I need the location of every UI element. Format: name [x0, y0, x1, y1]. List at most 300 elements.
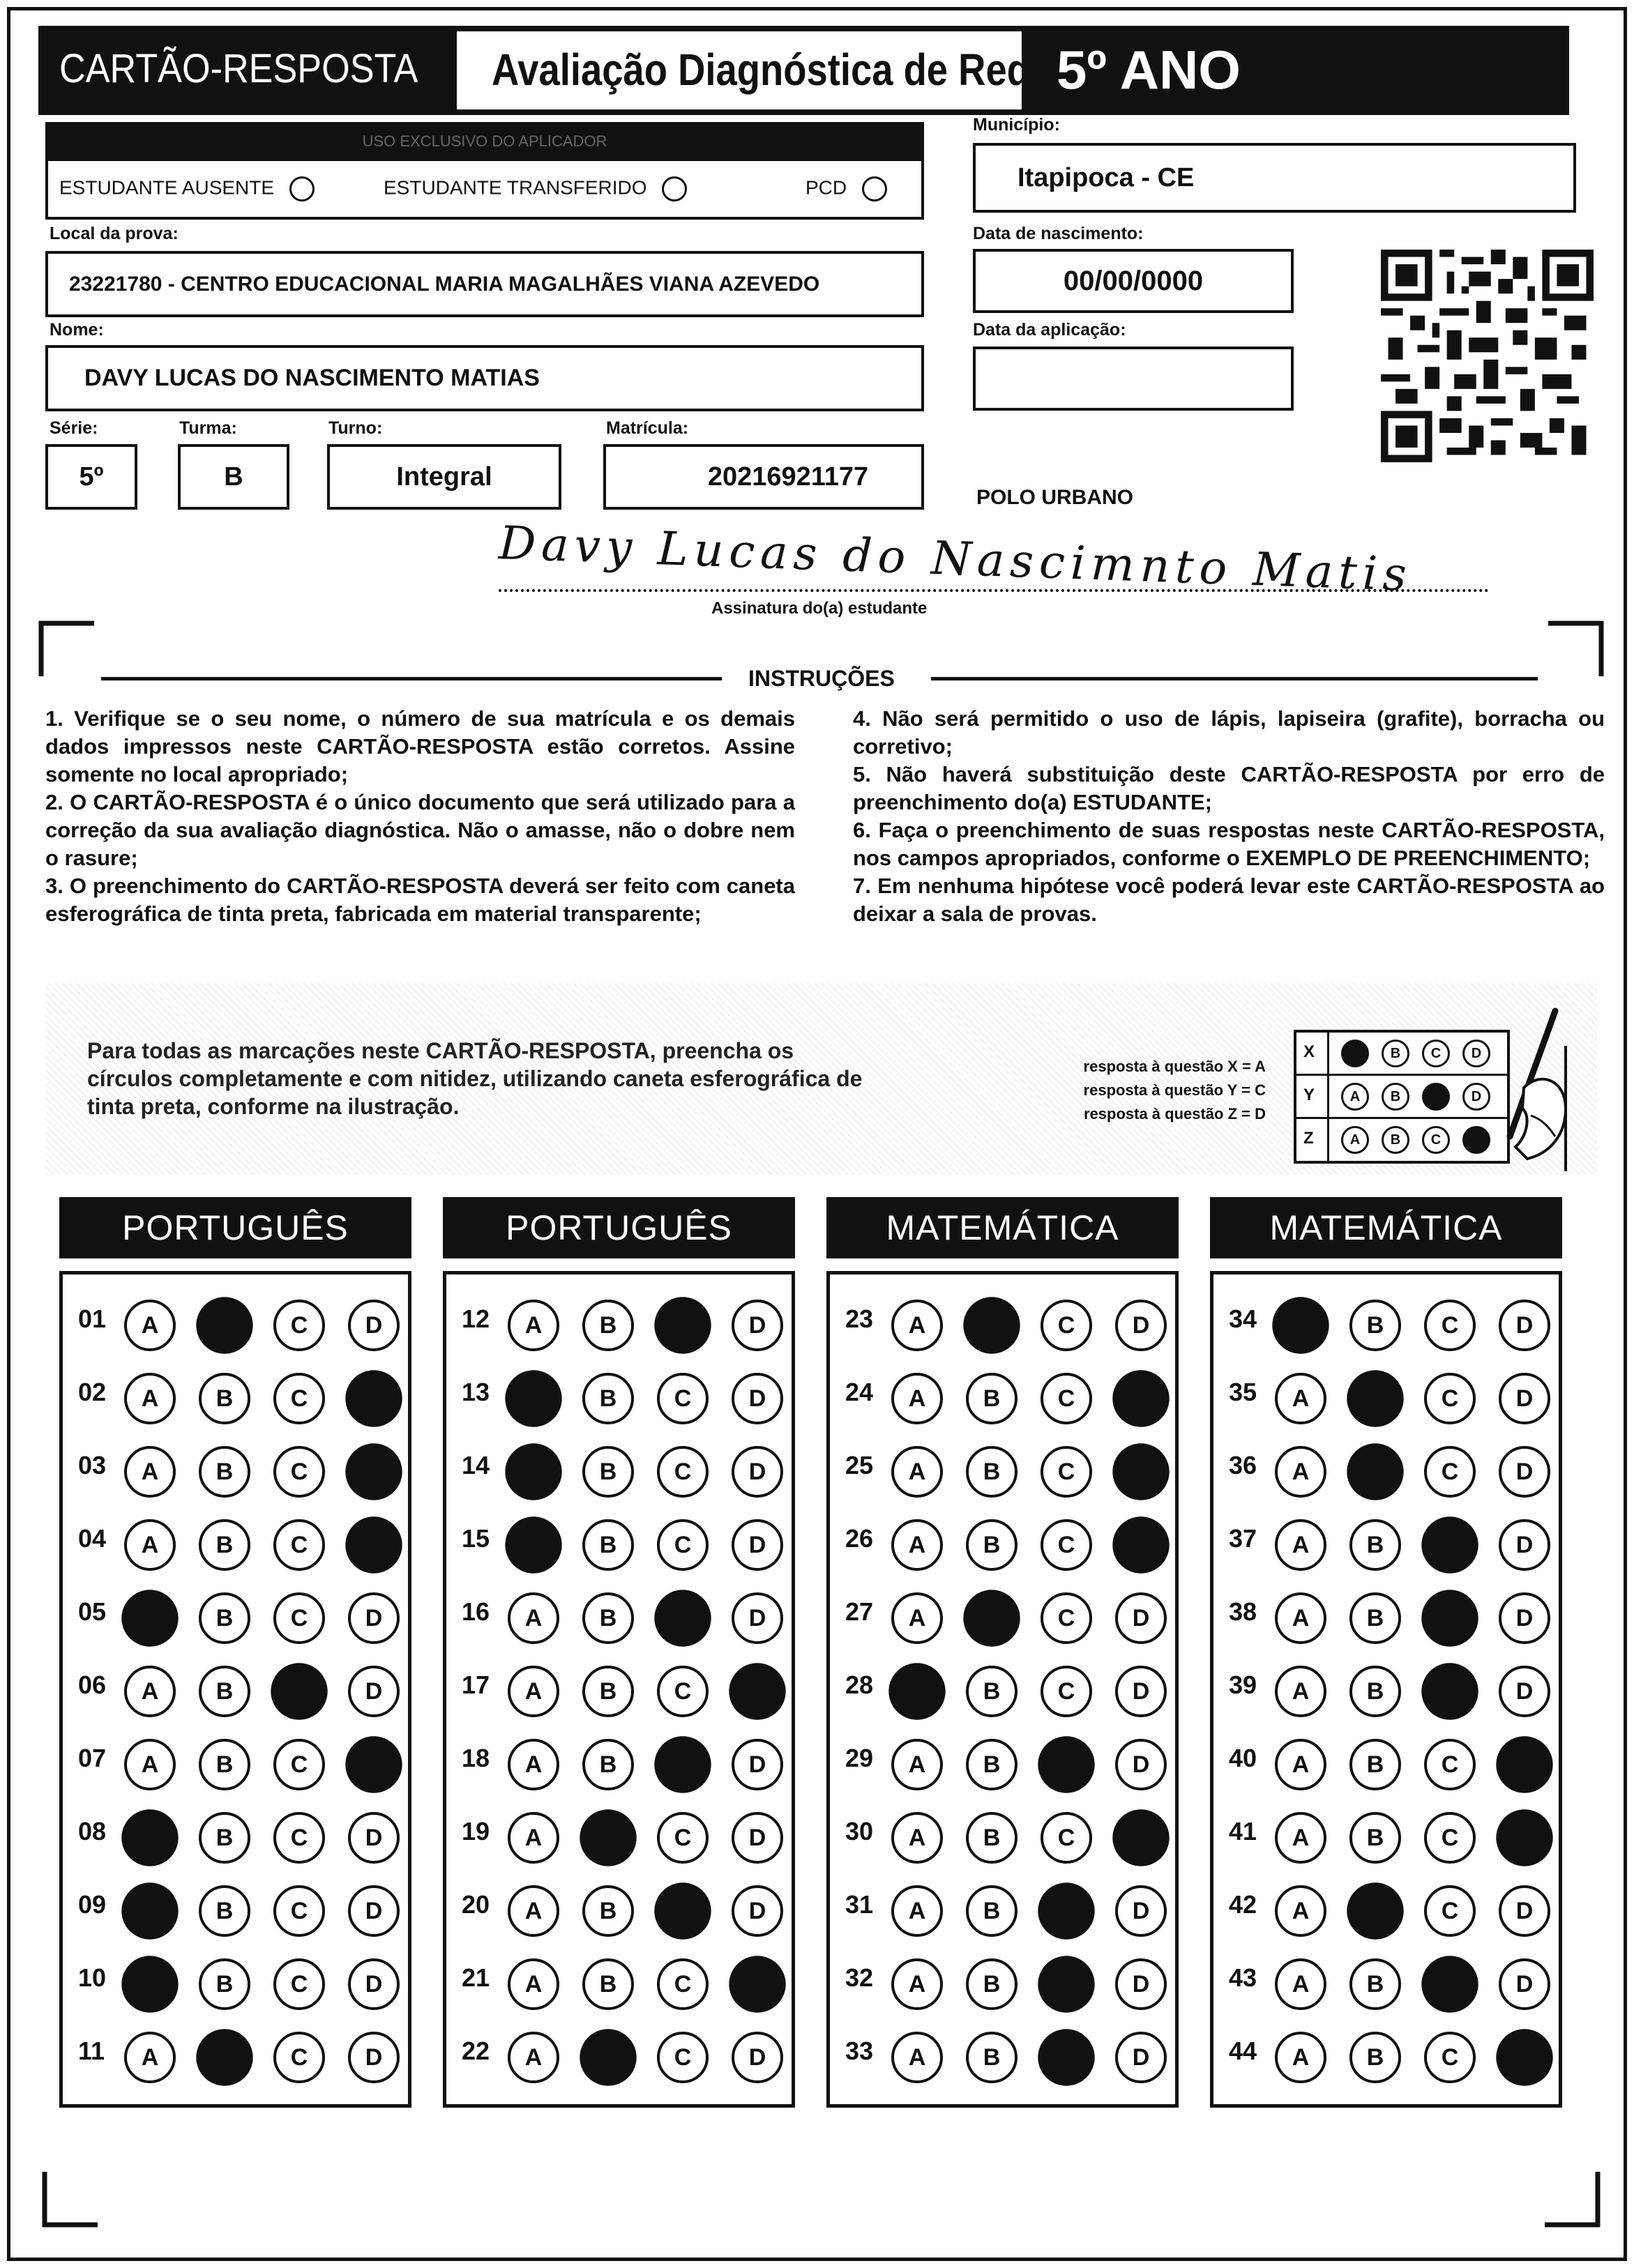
bubble-b[interactable]: B: [582, 1885, 634, 1937]
bubble-d[interactable]: D: [1112, 1370, 1169, 1426]
bubble-b[interactable]: B: [1347, 1443, 1403, 1500]
question-row: [1213, 1433, 1559, 1496]
bubble-b[interactable]: B: [1349, 1300, 1401, 1351]
question-row: [830, 1433, 1175, 1496]
absent-label: ESTUDANTE AUSENTE: [59, 176, 275, 199]
bubble-a[interactable]: A: [508, 1812, 559, 1864]
bubble-b[interactable]: B: [582, 1592, 634, 1644]
instruction-6: 6. Faça o preenchimento de suas respostas neste CARTÃO-RESPOSTA, nos campos apropriados, conforme o EXEMPLO DE PREENCHIMENTO;: [853, 818, 1605, 870]
bubble-d[interactable]: D: [348, 1812, 400, 1864]
bubble-a[interactable]: A: [508, 2032, 559, 2083]
bubble-a[interactable]: A: [505, 1370, 561, 1426]
question-row: [1213, 1799, 1559, 1862]
qr-code-icon: [1381, 246, 1594, 466]
example-row-divider: [1327, 1119, 1329, 1162]
bubble-b[interactable]: B: [582, 1300, 634, 1351]
absent-option[interactable]: [59, 176, 315, 201]
bubble-d[interactable]: D: [1115, 1885, 1167, 1937]
question-row: [63, 1580, 408, 1643]
corner-mark-bottom-right: [1545, 2172, 1601, 2228]
question-number: 04: [78, 1524, 107, 1553]
bubble-a[interactable]: A: [505, 1516, 561, 1573]
bubble-b[interactable]: B: [199, 1958, 250, 2010]
bubble-c[interactable]: C: [1424, 1812, 1476, 1864]
question-number: 21: [462, 1963, 490, 1992]
bubble-a[interactable]: A: [891, 1958, 943, 2010]
bubble-c[interactable]: C: [271, 1663, 327, 1719]
question-row: [446, 2019, 792, 2082]
nome-field: [45, 345, 924, 411]
bubble-a[interactable]: A: [1275, 1446, 1326, 1498]
question-number: 32: [845, 1963, 874, 1992]
local-label: Local da prova:: [50, 224, 179, 243]
bubble-a[interactable]: A: [891, 1519, 943, 1571]
question-number: 29: [845, 1744, 874, 1772]
example-bubble-d: D: [1462, 1126, 1490, 1154]
bubble-a[interactable]: A: [121, 1809, 178, 1866]
bubble-b[interactable]: B: [582, 1958, 634, 2010]
nome-label: Nome:: [50, 320, 104, 340]
question-number: 16: [462, 1597, 490, 1626]
question-number: 07: [78, 1744, 107, 1772]
bubble-c[interactable]: C: [654, 1736, 711, 1793]
bubble-d[interactable]: D: [1115, 1739, 1167, 1790]
bubble-b[interactable]: B: [966, 1885, 1018, 1937]
bubble-d[interactable]: D: [1499, 1519, 1550, 1571]
question-row: [446, 1946, 792, 2009]
bubble-d[interactable]: D: [1496, 1809, 1552, 1866]
bubble-d[interactable]: D: [1115, 1592, 1167, 1644]
question-number: 43: [1229, 1963, 1257, 1992]
bubble-d[interactable]: D: [1112, 1809, 1169, 1866]
question-row: [446, 1799, 792, 1862]
question-number: 06: [78, 1670, 107, 1699]
bubble-b[interactable]: B: [582, 1666, 634, 1717]
question-row: [1213, 1287, 1559, 1350]
bubble-a[interactable]: A: [1275, 1885, 1326, 1937]
bubble-a[interactable]: A: [1275, 1666, 1326, 1717]
turno-label: Turno:: [328, 418, 383, 438]
question-row: [63, 1287, 408, 1350]
bubble-c[interactable]: C: [1424, 2032, 1476, 2083]
bubble-c[interactable]: C: [273, 1446, 325, 1498]
bubble-b[interactable]: B: [966, 1373, 1018, 1424]
example-bubble-a: A: [1341, 1040, 1369, 1067]
example-legend-x: resposta à questão X = A: [1083, 1058, 1266, 1075]
question-number: 15: [462, 1524, 490, 1553]
bubble-b[interactable]: B: [580, 1809, 636, 1866]
question-number: 27: [845, 1597, 874, 1626]
example-row-divider: [1327, 1033, 1329, 1074]
grade-label: 5º ANO: [1057, 39, 1241, 100]
municipio-field: [973, 143, 1576, 213]
question-row: [446, 1360, 792, 1423]
bubble-c[interactable]: C: [654, 1882, 711, 1939]
bubble-a[interactable]: A: [124, 2032, 176, 2083]
question-number: 26: [845, 1524, 874, 1553]
bubble-c[interactable]: C: [1421, 1956, 1478, 2012]
pcd-label: PCD: [805, 176, 847, 199]
question-number: 39: [1229, 1670, 1257, 1699]
applicator-title: USO EXCLUSIVO DO APLICADOR: [45, 122, 924, 161]
bubble-d[interactable]: D: [732, 1300, 783, 1351]
bubble-b[interactable]: B: [963, 1590, 1020, 1646]
bubble-a[interactable]: A: [124, 1446, 176, 1498]
bubble-a[interactable]: A: [124, 1300, 176, 1351]
serie-value: 5º: [79, 462, 104, 492]
bubble-c[interactable]: C: [1041, 1519, 1092, 1571]
bubble-b[interactable]: B: [1349, 1812, 1401, 1864]
bubble-c[interactable]: C: [1041, 1300, 1092, 1351]
question-number: 37: [1229, 1524, 1257, 1553]
instruction-1: 1. Verifique se o seu nome, o número de sua matrícula e os demais dados impressos neste CARTÃO-RESPOSTA estão corretos. Assine somente no local apropriado;: [45, 706, 795, 786]
bubble-b[interactable]: B: [1349, 1958, 1401, 2010]
pen-hand-icon: [1461, 1004, 1573, 1171]
bubble-a[interactable]: A: [505, 1443, 561, 1500]
question-number: 09: [78, 1890, 107, 1919]
bubble-c[interactable]: C: [654, 1297, 711, 1353]
bubble-a[interactable]: A: [121, 1590, 178, 1646]
bubble-b[interactable]: B: [199, 1592, 250, 1644]
question-number: 20: [462, 1890, 490, 1919]
bubble-b[interactable]: B: [582, 1739, 634, 1790]
example-instruction: Para todas as marcações neste CARTÃO-RESPOSTA, preencha os círculos completamente e com nitidez, utilizando caneta esferográfica de tinta preta, conforme na ilustração.: [87, 1038, 863, 1119]
bubble-c[interactable]: C: [1041, 1592, 1092, 1644]
bubble-a[interactable]: A: [891, 1592, 943, 1644]
question-row: [446, 1287, 792, 1350]
bubble-a[interactable]: A: [891, 1446, 943, 1498]
bubble-b[interactable]: B: [1349, 2032, 1401, 2083]
example-bubble-d: D: [1462, 1040, 1490, 1067]
bubble-c[interactable]: C: [1038, 1736, 1094, 1793]
bubble-d[interactable]: D: [732, 1739, 783, 1790]
bubble-a[interactable]: A: [508, 1739, 559, 1790]
bubble-d[interactable]: D: [1496, 1736, 1552, 1793]
example-bubble-a: A: [1341, 1126, 1369, 1154]
bubble-c[interactable]: C: [1041, 1666, 1092, 1717]
example-row-label: X: [1303, 1042, 1315, 1061]
question-number: 24: [845, 1378, 874, 1406]
question-row: [1213, 1360, 1559, 1423]
serie-label: Série:: [50, 418, 98, 438]
bubble-a[interactable]: A: [891, 1885, 943, 1937]
bubble-d[interactable]: D: [732, 1592, 783, 1644]
bubble-d[interactable]: D: [1499, 1592, 1550, 1644]
bubble-c[interactable]: C: [273, 1373, 325, 1424]
bubble-d[interactable]: D: [345, 1736, 402, 1793]
turma-value: B: [224, 462, 243, 492]
bubble-d[interactable]: D: [1112, 1516, 1169, 1573]
example-bubble-a: A: [1341, 1083, 1369, 1111]
bubble-d[interactable]: D: [732, 2032, 783, 2083]
subject-header-1: PORTUGUÊS: [59, 1197, 411, 1258]
bubble-c[interactable]: C: [657, 2032, 709, 2083]
bubble-d[interactable]: D: [345, 1443, 402, 1500]
bubble-c[interactable]: C: [1424, 1373, 1476, 1424]
bubble-b[interactable]: B: [196, 2029, 252, 2085]
bubble-c[interactable]: C: [1038, 1956, 1094, 2012]
bubble-b[interactable]: B: [966, 1666, 1018, 1717]
bubble-d[interactable]: D: [732, 1373, 783, 1424]
bubble-b[interactable]: B: [1349, 1739, 1401, 1790]
bubble-b[interactable]: B: [966, 2032, 1018, 2083]
bubble-b[interactable]: B: [199, 1739, 250, 1790]
bubble-a[interactable]: A: [124, 1739, 176, 1790]
bubble-b[interactable]: B: [199, 1885, 250, 1937]
bubble-a[interactable]: A: [891, 1373, 943, 1424]
bubble-c[interactable]: C: [657, 1519, 709, 1571]
bubble-c[interactable]: C: [1421, 1590, 1478, 1646]
bubble-c[interactable]: C: [1041, 1446, 1092, 1498]
bubble-d[interactable]: D: [732, 1812, 783, 1864]
bubble-b[interactable]: B: [199, 1812, 250, 1864]
bubble-d[interactable]: D: [729, 1663, 785, 1719]
bubble-b[interactable]: B: [966, 1446, 1018, 1498]
question-number: 17: [462, 1670, 490, 1699]
example-row-label: Y: [1303, 1086, 1315, 1104]
bubble-d[interactable]: D: [1499, 1300, 1550, 1351]
municipio-label: Município:: [973, 115, 1060, 135]
question-row: [63, 1433, 408, 1496]
transferred-option[interactable]: [384, 176, 687, 201]
bubble-b[interactable]: B: [582, 1446, 634, 1498]
pcd-option[interactable]: [805, 176, 887, 201]
bubble-d[interactable]: D: [1499, 1446, 1550, 1498]
question-row: [63, 1726, 408, 1789]
corner-mark-top-right: [1548, 621, 1604, 676]
absent-circle[interactable]: [289, 176, 315, 201]
bubble-c[interactable]: C: [1424, 1300, 1476, 1351]
bubble-d[interactable]: D: [1115, 1666, 1167, 1717]
bubble-b[interactable]: B: [1349, 1666, 1401, 1717]
bubble-c[interactable]: C: [1038, 1882, 1094, 1939]
question-row: [830, 1287, 1175, 1350]
bubble-b[interactable]: B: [199, 1519, 250, 1571]
bubble-d[interactable]: D: [732, 1885, 783, 1937]
signature-line: [499, 589, 1489, 592]
bubble-a[interactable]: A: [508, 1300, 559, 1351]
bubble-c[interactable]: C: [1424, 1885, 1476, 1937]
bubble-c[interactable]: C: [273, 2032, 325, 2083]
question-number: 33: [845, 2037, 874, 2065]
bubble-c[interactable]: C: [1421, 1663, 1478, 1719]
matricula-value: 20216921177: [707, 462, 869, 492]
bubble-d[interactable]: D: [1115, 1958, 1167, 2010]
question-number: 18: [462, 1744, 490, 1772]
bubble-d[interactable]: D: [348, 1300, 400, 1351]
question-number: 13: [462, 1378, 490, 1406]
question-number: 34: [1229, 1304, 1257, 1333]
bubble-d[interactable]: D: [729, 1956, 785, 2012]
bubble-d[interactable]: D: [1496, 2029, 1552, 2085]
bubble-c[interactable]: C: [1041, 1373, 1092, 1424]
instructions-right: [853, 705, 1605, 928]
question-number: 38: [1229, 1597, 1257, 1626]
bubble-a[interactable]: A: [1275, 2032, 1326, 2083]
bubble-c[interactable]: C: [654, 1590, 711, 1646]
example-bubble-c: C: [1422, 1083, 1450, 1111]
instructions-title: INSTRUÇÕES: [748, 666, 895, 691]
bubble-a[interactable]: A: [121, 1882, 178, 1939]
question-row: [63, 1873, 408, 1935]
bubble-b[interactable]: B: [966, 1519, 1018, 1571]
bubble-d[interactable]: D: [1499, 1885, 1550, 1937]
bubble-b[interactable]: B: [580, 2029, 636, 2085]
question-number: 01: [78, 1304, 107, 1333]
bubble-b[interactable]: B: [582, 1519, 634, 1571]
question-row: [830, 1946, 1175, 2009]
serie-field: [45, 444, 137, 510]
exam-title: Avaliação Diagnóstica de Rede: [492, 45, 1052, 95]
example-row-label: Z: [1303, 1129, 1314, 1148]
answer-column-3: [826, 1271, 1179, 2108]
question-number: 08: [78, 1817, 107, 1845]
nome-value: DAVY LUCAS DO NASCIMENTO MATIAS: [84, 365, 540, 391]
bubble-d[interactable]: D: [348, 1885, 400, 1937]
question-row: [63, 1799, 408, 1862]
bubble-a[interactable]: A: [124, 1666, 176, 1717]
question-row: [446, 1653, 792, 1716]
bubble-c[interactable]: C: [273, 1300, 325, 1351]
question-number: 12: [462, 1304, 490, 1333]
bubble-b[interactable]: B: [199, 1373, 250, 1424]
bubble-c[interactable]: C: [273, 1592, 325, 1644]
bubble-a[interactable]: A: [508, 1592, 559, 1644]
bubble-c[interactable]: C: [1421, 1516, 1478, 1573]
bubble-d[interactable]: D: [345, 1370, 402, 1426]
question-row: [830, 1507, 1175, 1569]
bubble-d[interactable]: D: [732, 1519, 783, 1571]
bubble-b[interactable]: B: [966, 1958, 1018, 2010]
bubble-c[interactable]: C: [657, 1446, 709, 1498]
bubble-b[interactable]: B: [582, 1373, 634, 1424]
aplicacao-field[interactable]: [973, 347, 1294, 411]
bubble-c[interactable]: C: [273, 1958, 325, 2010]
bubble-a[interactable]: A: [1275, 1373, 1326, 1424]
bubble-b[interactable]: B: [1349, 1519, 1401, 1571]
subject-header-3: MATEMÁTICA: [826, 1197, 1179, 1258]
bubble-a[interactable]: A: [124, 1519, 176, 1571]
bubble-d[interactable]: D: [1115, 1300, 1167, 1351]
instruction-5: 5. Não haverá substituição deste CARTÃO-RESPOSTA por erro de preenchimento do(a) ESTUDANTE;: [853, 762, 1605, 814]
question-number: 02: [78, 1378, 107, 1406]
bubble-c[interactable]: C: [657, 1373, 709, 1424]
bubble-d[interactable]: D: [348, 1666, 400, 1717]
question-number: 35: [1229, 1378, 1257, 1406]
bubble-d[interactable]: D: [348, 2032, 400, 2083]
bubble-b[interactable]: B: [966, 1739, 1018, 1790]
bubble-c[interactable]: C: [273, 1885, 325, 1937]
bubble-d[interactable]: D: [348, 1958, 400, 2010]
matricula-label: Matrícula:: [606, 418, 689, 438]
bubble-b[interactable]: B: [1347, 1882, 1403, 1939]
question-number: 44: [1229, 2037, 1257, 2065]
bubble-d[interactable]: D: [1499, 1373, 1550, 1424]
question-row: [1213, 1580, 1559, 1643]
bubble-b[interactable]: B: [1349, 1592, 1401, 1644]
bubble-a[interactable]: A: [1275, 1739, 1326, 1790]
bubble-a[interactable]: A: [508, 1666, 559, 1717]
example-legend-z: resposta à questão Z = D: [1083, 1105, 1266, 1122]
bubble-c[interactable]: C: [273, 1812, 325, 1864]
question-row: [1213, 2019, 1559, 2082]
bubble-c[interactable]: C: [273, 1519, 325, 1571]
bubble-c[interactable]: C: [657, 1958, 709, 2010]
bubble-c[interactable]: C: [273, 1739, 325, 1790]
question-number: 14: [462, 1451, 490, 1479]
bubble-c[interactable]: C: [1041, 1812, 1092, 1864]
bubble-a[interactable]: A: [891, 1739, 943, 1790]
bubble-b[interactable]: B: [1347, 1370, 1403, 1426]
bubble-a[interactable]: A: [1275, 1958, 1326, 2010]
bubble-c[interactable]: C: [657, 1666, 709, 1717]
bubble-a[interactable]: A: [124, 1373, 176, 1424]
bubble-b[interactable]: B: [966, 1812, 1018, 1864]
bubble-d[interactable]: D: [345, 1516, 402, 1573]
bubble-a[interactable]: A: [1272, 1297, 1329, 1353]
bubble-d[interactable]: D: [1115, 2032, 1167, 2083]
question-number: 23: [845, 1304, 874, 1333]
bubble-a[interactable]: A: [891, 1812, 943, 1864]
instructions-left: [45, 705, 795, 928]
question-row: [830, 1799, 1175, 1862]
bubble-d[interactable]: D: [1499, 1666, 1550, 1717]
bubble-b[interactable]: B: [199, 1666, 250, 1717]
question-number: 36: [1229, 1451, 1257, 1479]
bubble-b[interactable]: B: [196, 1297, 252, 1353]
transferred-circle[interactable]: [662, 176, 687, 201]
bubble-d[interactable]: D: [1112, 1443, 1169, 1500]
bubble-a[interactable]: A: [1275, 1812, 1326, 1864]
turno-value: Integral: [396, 462, 492, 492]
question-number: 10: [78, 1963, 107, 1992]
example-bubble-b: B: [1382, 1083, 1409, 1111]
example-legend-y: resposta à questão Y = C: [1083, 1081, 1266, 1099]
bubble-c[interactable]: C: [1038, 2029, 1094, 2085]
question-row: [446, 1507, 792, 1569]
bubble-a[interactable]: A: [508, 1885, 559, 1937]
question-number: 41: [1229, 1817, 1257, 1845]
subject-header-4: MATEMÁTICA: [1210, 1197, 1562, 1258]
bubble-a[interactable]: A: [1275, 1519, 1326, 1571]
bubble-c[interactable]: C: [657, 1812, 709, 1864]
bubble-b[interactable]: B: [199, 1446, 250, 1498]
bubble-a[interactable]: A: [891, 2032, 943, 2083]
transferred-label: ESTUDANTE TRANSFERIDO: [384, 176, 647, 199]
question-row: [1213, 1653, 1559, 1716]
question-number: 19: [462, 1817, 490, 1845]
bubble-a[interactable]: A: [891, 1300, 943, 1351]
question-number: 25: [845, 1451, 874, 1479]
bubble-c[interactable]: C: [1424, 1739, 1476, 1790]
bubble-c[interactable]: C: [1424, 1446, 1476, 1498]
question-number: 31: [845, 1890, 874, 1919]
bubble-a[interactable]: A: [508, 1958, 559, 2010]
bubble-b[interactable]: B: [963, 1297, 1020, 1353]
bubble-a[interactable]: A: [1275, 1592, 1326, 1644]
bubble-a[interactable]: A: [121, 1956, 178, 2012]
pcd-circle[interactable]: [862, 176, 887, 201]
nascimento-field: [973, 249, 1294, 313]
bubble-a[interactable]: A: [888, 1663, 945, 1719]
bubble-d[interactable]: D: [348, 1592, 400, 1644]
bubble-d[interactable]: D: [732, 1446, 783, 1498]
polo-label: POLO URBANO: [976, 486, 1133, 509]
question-row: [446, 1433, 792, 1496]
bubble-d[interactable]: D: [1499, 1958, 1550, 2010]
local-value: 23221780 - CENTRO EDUCACIONAL MARIA MAGALHÃES VIANA AZEVEDO: [69, 272, 820, 296]
question-number: 05: [78, 1597, 107, 1626]
